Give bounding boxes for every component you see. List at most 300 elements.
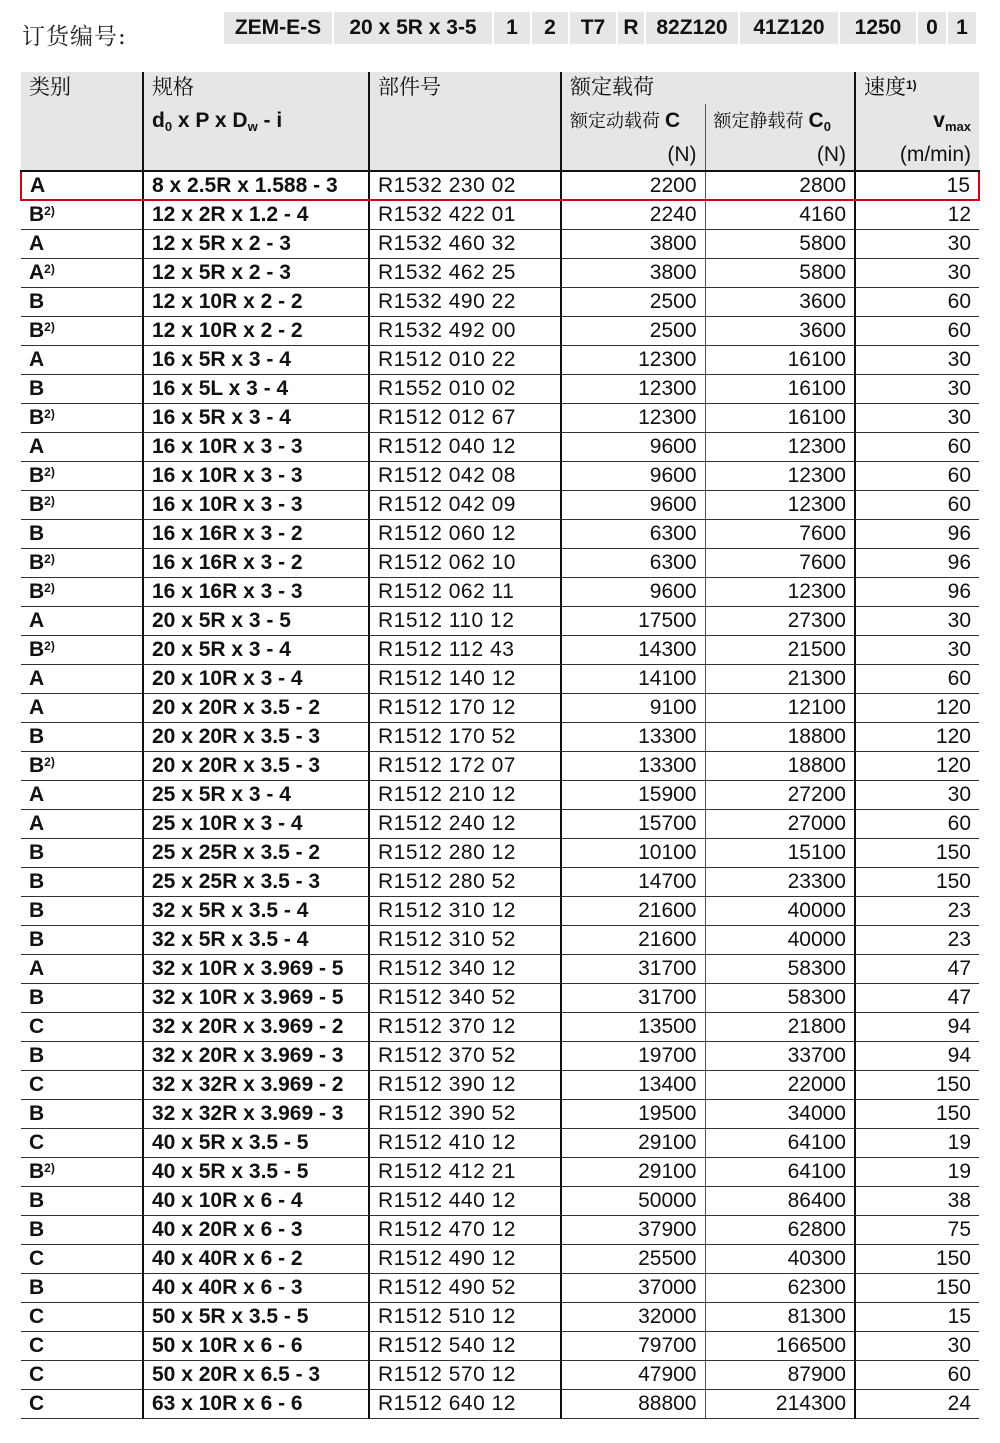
- table-row: [21, 983, 979, 1012]
- table-row: [21, 1244, 979, 1273]
- table-row: [21, 1041, 979, 1070]
- cell-part-number: R1512 390 12: [369, 1070, 561, 1099]
- table-row: [21, 664, 979, 693]
- header-spec: 规格: [143, 72, 369, 104]
- cell-part-number: R1512 240 12: [369, 809, 561, 838]
- table-row: [21, 635, 979, 664]
- cell-static-load: 16100: [705, 374, 855, 403]
- cell-static-load: 12300: [705, 461, 855, 490]
- cell-part-number: R1512 110 12: [369, 606, 561, 635]
- cell-static-load: 27300: [705, 606, 855, 635]
- cell-spec: 32 x 20R x 3.969 - 3: [143, 1041, 369, 1070]
- cell-dynamic-load: 9100: [561, 693, 705, 722]
- cell-spec: 25 x 25R x 3.5 - 2: [143, 838, 369, 867]
- cell-spec: 16 x 5R x 3 - 4: [143, 403, 369, 432]
- footnote-mark: 2): [44, 755, 55, 769]
- cell-part-number: R1512 172 07: [369, 751, 561, 780]
- cell-speed: 60: [855, 809, 979, 838]
- header-rated-load: 额定载荷: [561, 72, 855, 104]
- order-code-segment: 82Z120: [646, 12, 738, 44]
- cell-spec: 40 x 5R x 3.5 - 5: [143, 1128, 369, 1157]
- header-static-label: 额定静载荷: [713, 111, 809, 131]
- table-row: [21, 1012, 979, 1041]
- order-code-segment: 1: [494, 12, 530, 44]
- cell-spec: 40 x 20R x 6 - 3: [143, 1215, 369, 1244]
- cell-part-number: R1512 140 12: [369, 664, 561, 693]
- cell-dynamic-load: 21600: [561, 896, 705, 925]
- order-code-segment: 2: [532, 12, 568, 44]
- cell-dynamic-load: 2500: [561, 316, 705, 345]
- cell-spec: 40 x 40R x 6 - 2: [143, 1244, 369, 1273]
- cell-spec: 12 x 10R x 2 - 2: [143, 316, 369, 345]
- table-row: [21, 693, 979, 722]
- header-dynamic-symbol: C: [665, 109, 681, 132]
- order-code-segment: 1250: [840, 12, 916, 44]
- cell-part-number: R1532 492 00: [369, 316, 561, 345]
- cell-category: B: [21, 1273, 143, 1302]
- cell-speed: 120: [855, 722, 979, 751]
- cell-dynamic-load: 14700: [561, 867, 705, 896]
- cell-spec: 16 x 16R x 3 - 2: [143, 548, 369, 577]
- cell-spec: 50 x 10R x 6 - 6: [143, 1331, 369, 1360]
- cell-static-load: 18800: [705, 751, 855, 780]
- cell-static-load: 7600: [705, 519, 855, 548]
- cell-speed: 120: [855, 693, 979, 722]
- cell-spec: 20 x 5R x 3 - 4: [143, 635, 369, 664]
- cell-static-load: 12100: [705, 693, 855, 722]
- header-speed-v-sub: max: [944, 119, 971, 134]
- cell-spec: 16 x 16R x 3 - 3: [143, 577, 369, 606]
- order-code-label: 订货编号:: [22, 24, 127, 50]
- table-row: [21, 606, 979, 635]
- cell-static-load: 21300: [705, 664, 855, 693]
- table-row: [21, 316, 979, 345]
- table-row: [21, 722, 979, 751]
- header-part-number: 部件号: [369, 72, 561, 104]
- cell-spec: 12 x 2R x 1.2 - 4: [143, 200, 369, 229]
- cell-part-number: R1512 370 52: [369, 1041, 561, 1070]
- cell-part-number: R1512 470 12: [369, 1215, 561, 1244]
- header-static-symbol: C: [808, 109, 824, 132]
- formula-d-sub: 0: [164, 119, 173, 134]
- cell-dynamic-load: 31700: [561, 983, 705, 1012]
- cell-dynamic-load: 12300: [561, 403, 705, 432]
- table-row: [21, 345, 979, 374]
- table-row: [21, 1302, 979, 1331]
- cell-static-load: 21800: [705, 1012, 855, 1041]
- cell-dynamic-load: 14300: [561, 635, 705, 664]
- cell-speed: 19: [855, 1157, 979, 1186]
- cell-dynamic-load: 21600: [561, 925, 705, 954]
- cell-speed: 30: [855, 1331, 979, 1360]
- cell-speed: 60: [855, 664, 979, 693]
- cell-speed: 150: [855, 1070, 979, 1099]
- cell-dynamic-load: 3800: [561, 229, 705, 258]
- cell-category: B$^{2)}$: [21, 1157, 143, 1186]
- cell-spec: 32 x 10R x 3.969 - 5: [143, 954, 369, 983]
- cell-part-number: R1552 010 02: [369, 374, 561, 403]
- cell-category: A: [21, 809, 143, 838]
- cell-category: B: [21, 1041, 143, 1070]
- cell-spec: 16 x 10R x 3 - 3: [143, 432, 369, 461]
- footnote-mark: 2): [44, 407, 55, 421]
- cell-static-load: 2800: [705, 171, 855, 200]
- cell-static-load: 58300: [705, 954, 855, 983]
- header-speed: [855, 72, 979, 104]
- table-row: [21, 954, 979, 983]
- cell-static-load: 166500: [705, 1331, 855, 1360]
- table-row: [21, 258, 979, 287]
- cell-spec: 16 x 5R x 3 - 4: [143, 345, 369, 374]
- spec-table-body: [21, 171, 979, 1418]
- table-row: [21, 1099, 979, 1128]
- cell-static-load: 3600: [705, 287, 855, 316]
- cell-spec: 63 x 10R x 6 - 6: [143, 1389, 369, 1418]
- cell-speed: 60: [855, 461, 979, 490]
- cell-static-load: 214300: [705, 1389, 855, 1418]
- cell-spec: 20 x 5R x 3 - 5: [143, 606, 369, 635]
- table-row: [21, 432, 979, 461]
- cell-spec: 50 x 5R x 3.5 - 5: [143, 1302, 369, 1331]
- cell-speed: 47: [855, 954, 979, 983]
- cell-static-load: 22000: [705, 1070, 855, 1099]
- table-row: [21, 838, 979, 867]
- cell-spec: 25 x 25R x 3.5 - 3: [143, 867, 369, 896]
- cell-category: B$^{2)}$: [21, 403, 143, 432]
- cell-spec: 16 x 16R x 3 - 2: [143, 519, 369, 548]
- header-speed-symbol: [855, 104, 979, 140]
- table-row: [21, 1215, 979, 1244]
- cell-speed: 120: [855, 751, 979, 780]
- cell-static-load: 40000: [705, 925, 855, 954]
- cell-spec: 50 x 20R x 6.5 - 3: [143, 1360, 369, 1389]
- cell-static-load: 15100: [705, 838, 855, 867]
- cell-speed: 60: [855, 316, 979, 345]
- header-static-symbol-sub: 0: [823, 119, 831, 134]
- cell-part-number: R1512 540 12: [369, 1331, 561, 1360]
- cell-part-number: R1532 422 01: [369, 200, 561, 229]
- cell-speed: 30: [855, 780, 979, 809]
- cell-part-number: R1512 390 52: [369, 1099, 561, 1128]
- cell-speed: 30: [855, 403, 979, 432]
- cell-speed: 23: [855, 925, 979, 954]
- table-row: [21, 780, 979, 809]
- cell-category: B$^{2)}$: [21, 577, 143, 606]
- header-category: 类别: [21, 72, 143, 104]
- cell-part-number: R1532 460 32: [369, 229, 561, 258]
- cell-dynamic-load: 32000: [561, 1302, 705, 1331]
- cell-category: B: [21, 519, 143, 548]
- cell-dynamic-load: 14100: [561, 664, 705, 693]
- cell-category: A: [21, 664, 143, 693]
- cell-category: B$^{2)}$: [21, 461, 143, 490]
- cell-dynamic-load: 10100: [561, 838, 705, 867]
- cell-part-number: R1512 310 52: [369, 925, 561, 954]
- cell-static-load: 87900: [705, 1360, 855, 1389]
- cell-spec: 20 x 20R x 3.5 - 2: [143, 693, 369, 722]
- cell-category: B$^{2)}$: [21, 490, 143, 519]
- cell-static-load: 7600: [705, 548, 855, 577]
- cell-category: A: [21, 954, 143, 983]
- formula-w-sub: w: [247, 119, 258, 134]
- formula-d: d: [152, 109, 165, 132]
- cell-spec: 20 x 20R x 3.5 - 3: [143, 751, 369, 780]
- cell-dynamic-load: 13300: [561, 722, 705, 751]
- cell-part-number: R1512 170 52: [369, 722, 561, 751]
- ball-screw-spec-table: [20, 72, 980, 1419]
- cell-static-load: 18800: [705, 722, 855, 751]
- cell-static-load: 12300: [705, 577, 855, 606]
- cell-category: B: [21, 925, 143, 954]
- order-code-segment: 20 x 5R x 3-5: [334, 12, 492, 44]
- cell-dynamic-load: 13400: [561, 1070, 705, 1099]
- cell-spec: 12 x 5R x 2 - 3: [143, 229, 369, 258]
- cell-static-load: 5800: [705, 258, 855, 287]
- cell-dynamic-load: 31700: [561, 954, 705, 983]
- order-code-segment: T7: [570, 12, 616, 44]
- cell-spec: 16 x 10R x 3 - 3: [143, 461, 369, 490]
- cell-part-number: R1512 310 12: [369, 896, 561, 925]
- cell-spec: 32 x 10R x 3.969 - 5: [143, 983, 369, 1012]
- cell-part-number: R1512 012 67: [369, 403, 561, 432]
- table-row: [21, 229, 979, 258]
- cell-speed: 24: [855, 1389, 979, 1418]
- table-row: [21, 1157, 979, 1186]
- cell-dynamic-load: 9600: [561, 490, 705, 519]
- cell-speed: 23: [855, 896, 979, 925]
- footnote-mark: 2): [44, 262, 55, 276]
- cell-spec: 25 x 5R x 3 - 4: [143, 780, 369, 809]
- cell-dynamic-load: 17500: [561, 606, 705, 635]
- cell-dynamic-load: 50000: [561, 1186, 705, 1215]
- cell-static-load: 12300: [705, 490, 855, 519]
- header-static-unit: (N): [705, 140, 855, 171]
- cell-category: A$^{2)}$: [21, 258, 143, 287]
- cell-speed: 30: [855, 606, 979, 635]
- cell-dynamic-load: 13300: [561, 751, 705, 780]
- header-dynamic-load: [561, 104, 705, 140]
- cell-speed: 96: [855, 519, 979, 548]
- cell-dynamic-load: 12300: [561, 374, 705, 403]
- table-row: [21, 1331, 979, 1360]
- cell-static-load: 16100: [705, 403, 855, 432]
- cell-part-number: R1512 440 12: [369, 1186, 561, 1215]
- cell-speed: 15: [855, 1302, 979, 1331]
- cell-part-number: R1512 370 12: [369, 1012, 561, 1041]
- table-row: [21, 577, 979, 606]
- cell-dynamic-load: 29100: [561, 1128, 705, 1157]
- cell-category: B: [21, 722, 143, 751]
- table-row: [21, 287, 979, 316]
- cell-spec: 16 x 5L x 3 - 4: [143, 374, 369, 403]
- cell-category: A: [21, 171, 143, 200]
- cell-category: B: [21, 1215, 143, 1244]
- cell-part-number: R1512 640 12: [369, 1389, 561, 1418]
- cell-part-number: R1512 412 21: [369, 1157, 561, 1186]
- cell-part-number: R1512 210 12: [369, 780, 561, 809]
- cell-spec: 8 x 2.5R x 1.588 - 3: [143, 171, 369, 200]
- cell-dynamic-load: 37000: [561, 1273, 705, 1302]
- cell-spec: 32 x 32R x 3.969 - 3: [143, 1099, 369, 1128]
- cell-category: C: [21, 1012, 143, 1041]
- footnote-mark: 2): [44, 1161, 55, 1175]
- cell-speed: 30: [855, 345, 979, 374]
- cell-speed: 150: [855, 1099, 979, 1128]
- cell-dynamic-load: 2200: [561, 171, 705, 200]
- cell-category: C: [21, 1244, 143, 1273]
- header-spec-formula: [143, 104, 369, 140]
- cell-speed: 150: [855, 1244, 979, 1273]
- cell-speed: 96: [855, 577, 979, 606]
- cell-category: C: [21, 1128, 143, 1157]
- footnote-mark: 2): [44, 581, 55, 595]
- header-dynamic-label: 额定动载荷: [570, 111, 666, 131]
- cell-category: C: [21, 1360, 143, 1389]
- cell-part-number: R1532 230 02: [369, 171, 561, 200]
- cell-spec: 32 x 5R x 3.5 - 4: [143, 896, 369, 925]
- table-row: [21, 403, 979, 432]
- cell-speed: 60: [855, 432, 979, 461]
- cell-static-load: 40300: [705, 1244, 855, 1273]
- header-dynamic-unit: (N): [561, 140, 705, 171]
- order-code-segments: [222, 12, 976, 44]
- order-code-bar: [20, 12, 980, 48]
- cell-part-number: R1512 490 52: [369, 1273, 561, 1302]
- cell-speed: 150: [855, 838, 979, 867]
- cell-category: C: [21, 1070, 143, 1099]
- cell-category: B: [21, 867, 143, 896]
- cell-part-number: R1512 170 12: [369, 693, 561, 722]
- cell-spec: 20 x 10R x 3 - 4: [143, 664, 369, 693]
- table-row: [21, 519, 979, 548]
- cell-category: B: [21, 838, 143, 867]
- cell-part-number: R1512 042 09: [369, 490, 561, 519]
- cell-dynamic-load: 9600: [561, 432, 705, 461]
- header-speed-footnote: 1): [906, 78, 917, 92]
- order-code-segment: 41Z120: [740, 12, 838, 44]
- cell-part-number: R1512 010 22: [369, 345, 561, 374]
- header-speed-label: 速度: [864, 76, 906, 99]
- cell-dynamic-load: 19500: [561, 1099, 705, 1128]
- cell-speed: 150: [855, 867, 979, 896]
- footnote-mark: 2): [44, 204, 55, 219]
- cell-dynamic-load: 29100: [561, 1157, 705, 1186]
- cell-category: B$^{2)}$: [21, 548, 143, 577]
- cell-static-load: 34000: [705, 1099, 855, 1128]
- cell-static-load: 64100: [705, 1157, 855, 1186]
- table-row: [21, 1128, 979, 1157]
- cell-static-load: 16100: [705, 345, 855, 374]
- cell-speed: 30: [855, 374, 979, 403]
- cell-category: A: [21, 780, 143, 809]
- table-row: [21, 1273, 979, 1302]
- table-row: [21, 171, 979, 200]
- cell-speed: 60: [855, 490, 979, 519]
- cell-static-load: 23300: [705, 867, 855, 896]
- cell-static-load: 40000: [705, 896, 855, 925]
- cell-category: B: [21, 1099, 143, 1128]
- cell-spec: 40 x 10R x 6 - 4: [143, 1186, 369, 1215]
- cell-dynamic-load: 9600: [561, 577, 705, 606]
- cell-spec: 32 x 32R x 3.969 - 2: [143, 1070, 369, 1099]
- cell-static-load: 5800: [705, 229, 855, 258]
- cell-category: B: [21, 1186, 143, 1215]
- footnote-mark: 2): [44, 552, 55, 566]
- cell-category: A: [21, 345, 143, 374]
- cell-dynamic-load: 12300: [561, 345, 705, 374]
- cell-speed: 38: [855, 1186, 979, 1215]
- cell-static-load: 3600: [705, 316, 855, 345]
- cell-spec: 12 x 10R x 2 - 2: [143, 287, 369, 316]
- cell-static-load: 27000: [705, 809, 855, 838]
- table-row: [21, 751, 979, 780]
- cell-category: B$^{2)}$: [21, 751, 143, 780]
- cell-speed: 94: [855, 1012, 979, 1041]
- cell-part-number: R1512 510 12: [369, 1302, 561, 1331]
- cell-part-number: R1512 340 52: [369, 983, 561, 1012]
- cell-part-number: R1512 410 12: [369, 1128, 561, 1157]
- cell-speed: 75: [855, 1215, 979, 1244]
- cell-speed: 15: [855, 171, 979, 200]
- cell-part-number: R1512 042 08: [369, 461, 561, 490]
- cell-dynamic-load: 2500: [561, 287, 705, 316]
- table-row: [21, 374, 979, 403]
- cell-part-number: R1512 060 12: [369, 519, 561, 548]
- cell-speed: 150: [855, 1273, 979, 1302]
- cell-part-number: R1512 280 52: [369, 867, 561, 896]
- table-row: [21, 1186, 979, 1215]
- cell-category: A: [21, 693, 143, 722]
- cell-static-load: 81300: [705, 1302, 855, 1331]
- cell-speed: 47: [855, 983, 979, 1012]
- cell-spec: 12 x 5R x 2 - 3: [143, 258, 369, 287]
- table-row: [21, 1360, 979, 1389]
- cell-dynamic-load: 6300: [561, 519, 705, 548]
- cell-dynamic-load: 2240: [561, 200, 705, 229]
- cell-static-load: 33700: [705, 1041, 855, 1070]
- cell-part-number: R1532 462 25: [369, 258, 561, 287]
- cell-spec: 40 x 5R x 3.5 - 5: [143, 1157, 369, 1186]
- cell-category: B$^{2)}$: [21, 200, 143, 229]
- order-code-segment: 1: [948, 12, 976, 44]
- cell-static-load: 4160: [705, 200, 855, 229]
- cell-part-number: R1512 040 12: [369, 432, 561, 461]
- cell-category: A: [21, 606, 143, 635]
- cell-speed: 60: [855, 1360, 979, 1389]
- footnote-mark: 2): [44, 639, 55, 653]
- table-row: [21, 896, 979, 925]
- table-row: [21, 809, 979, 838]
- table-row: [21, 200, 979, 229]
- header-speed-unit: (m/min): [855, 140, 979, 171]
- cell-speed: 94: [855, 1041, 979, 1070]
- cell-spec: 32 x 20R x 3.969 - 2: [143, 1012, 369, 1041]
- cell-category: B$^{2)}$: [21, 316, 143, 345]
- cell-static-load: 21500: [705, 635, 855, 664]
- cell-dynamic-load: 15700: [561, 809, 705, 838]
- cell-speed: 30: [855, 258, 979, 287]
- cell-part-number: R1512 340 12: [369, 954, 561, 983]
- cell-category: B: [21, 287, 143, 316]
- cell-dynamic-load: 79700: [561, 1331, 705, 1360]
- footnote-mark: 2): [44, 494, 55, 508]
- cell-dynamic-load: 19700: [561, 1041, 705, 1070]
- cell-category: B: [21, 896, 143, 925]
- cell-part-number: R1532 490 22: [369, 287, 561, 316]
- cell-speed: 19: [855, 1128, 979, 1157]
- cell-dynamic-load: 6300: [561, 548, 705, 577]
- cell-category: A: [21, 229, 143, 258]
